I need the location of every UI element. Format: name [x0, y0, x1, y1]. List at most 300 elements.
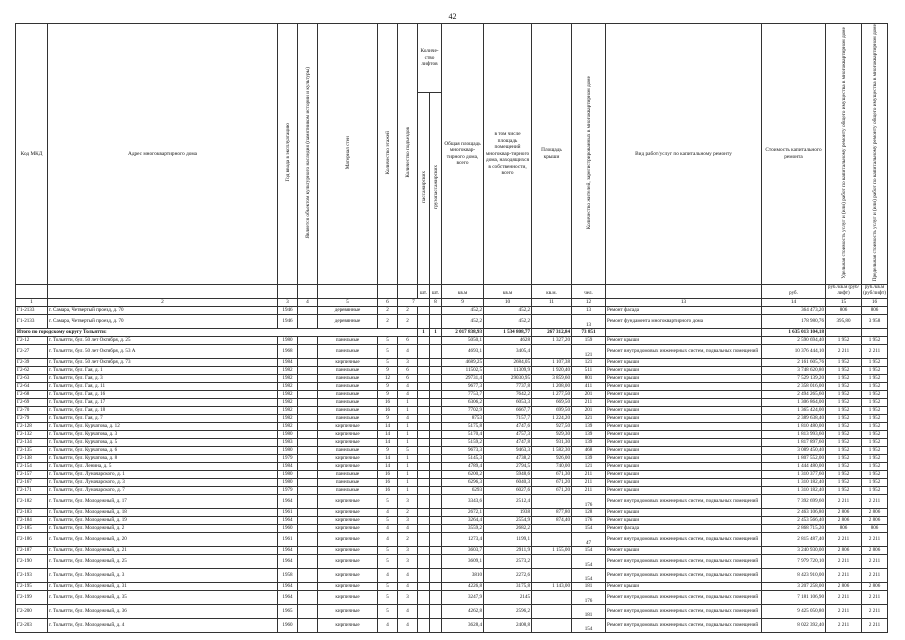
- cell-cost: 1 310 182,40: [762, 478, 826, 486]
- cell-address: г. Тольятти, бул. Курчатова, д. 5: [48, 438, 278, 446]
- table-row: [16, 422, 888, 430]
- cell-lp: [418, 438, 430, 446]
- cell-cost: 1 813 993,60: [762, 430, 826, 438]
- header-unit-cost: Удельная стоимость услуг и (или) работ по капитальному ремонту общего имущества в многоквартирном доме: [826, 24, 862, 285]
- cell-material: кирпичные: [318, 438, 378, 446]
- cell-floors: 4: [378, 532, 398, 546]
- cell-entrances: 5: [398, 446, 418, 454]
- table-row: [16, 590, 888, 604]
- cell-floors: 5: [378, 590, 398, 604]
- cell-max: 1 952: [862, 486, 888, 494]
- cell-lc: [430, 462, 442, 470]
- cell-work: Ремонт фасада: [606, 306, 762, 314]
- cell-lc: [430, 374, 442, 382]
- cell-roof: [532, 524, 572, 532]
- cell-material: панельные: [318, 446, 378, 454]
- cell-entrances: 4: [398, 618, 418, 632]
- cell-floors: 9: [378, 382, 398, 390]
- column-numbers-row: 1 2 3 4 5 6 7 8 9 10 11 12 13 14 15 16: [16, 298, 888, 306]
- cell-address: г. Самара, Четвертый проезд, д. 70: [48, 306, 278, 314]
- cell-owned: 4738,2: [484, 454, 532, 462]
- cell-floors: 5: [378, 582, 398, 590]
- cell-address: г. Тольятти, бул. 50 лет Октября, д. 73: [48, 358, 278, 366]
- cell-res: 139: [572, 422, 606, 430]
- cell-heritage: [298, 590, 318, 604]
- cell-lp: [418, 306, 430, 314]
- cell-max: 1 952: [862, 414, 888, 422]
- cell-lp: [418, 446, 430, 454]
- cell-cost: 1 444 480,00: [762, 462, 826, 470]
- cell-entrances: 2: [398, 314, 418, 328]
- cell-owned: 4747,8: [484, 438, 532, 446]
- cell-lp: [418, 374, 430, 382]
- cell-unit: 1 952: [826, 470, 862, 478]
- unit-pcs: шт.: [418, 284, 430, 298]
- cell-total: 3559,2: [442, 524, 484, 532]
- table-row: [16, 508, 888, 516]
- cell-work: Ремонт крыши: [606, 406, 762, 414]
- cell-address: г. Тольятти, бул. Молодежный, д. 17: [48, 494, 278, 508]
- cell-max: 1 952: [862, 398, 888, 406]
- cell-max: 2 806: [862, 508, 888, 516]
- cell-lc: [430, 414, 442, 422]
- cell-unit: 1 952: [826, 438, 862, 446]
- cell-roof: 1 920,40: [532, 366, 572, 374]
- cell-res: 121: [572, 344, 606, 358]
- cell-cost: 1 810 480,00: [762, 422, 826, 430]
- cell-cost: 8 022 392,40: [762, 618, 826, 632]
- cell-max: 1 952: [862, 422, 888, 430]
- table-row: [16, 406, 888, 414]
- cell-roof: [532, 314, 572, 328]
- cell-entrances: 1: [398, 422, 418, 430]
- cell-year: 1980: [278, 478, 298, 486]
- cell-work: Ремонт крыши: [606, 390, 762, 398]
- table-row: [16, 390, 888, 398]
- cell-material: панельные: [318, 478, 378, 486]
- cell-cost: 2 161 605,76: [762, 358, 826, 366]
- cell-address: г. Тольятти, бул. Луначарского, д. 7: [48, 486, 278, 494]
- cell-entrances: 4: [398, 382, 418, 390]
- cell-roof: [532, 604, 572, 618]
- cell-roof: 929,30: [532, 430, 572, 438]
- cell-work: Ремонт внутридомовых инженерных систем, подвальных помещений: [606, 568, 762, 582]
- header-total-area: Общая площадь многоквар-тирного дома, всего: [442, 24, 484, 285]
- cell-work: Ремонт крыши: [606, 358, 762, 366]
- cell-unit: 1 952: [826, 478, 862, 486]
- cell-lp: [418, 486, 430, 494]
- cell-max: 2 806: [862, 546, 888, 554]
- cell-code: Г2-184: [16, 516, 48, 524]
- cell-owned: 1938: [484, 508, 532, 516]
- cell-code: Г1-2133: [16, 314, 48, 328]
- cell-heritage: [298, 374, 318, 382]
- cell-total: 3603,7: [442, 546, 484, 554]
- cell-code: Г2-190: [16, 554, 48, 568]
- cell-unit: 2 806: [826, 508, 862, 516]
- cell-material: панельные: [318, 390, 378, 398]
- cell-work: Ремонт внутридомовых инженерных систем, подвальных помещений: [606, 618, 762, 632]
- cell-lc: [430, 438, 442, 446]
- cell-roof: 926,00: [532, 454, 572, 462]
- cell-unit: 2 211: [826, 618, 862, 632]
- cell-max: 2 211: [862, 532, 888, 546]
- cell-work: Ремонт внутридомовых инженерных систем, подвальных помещений: [606, 494, 762, 508]
- cell-lc: [430, 554, 442, 568]
- cell-floors: 2: [378, 306, 398, 314]
- cell-floors: 5: [378, 554, 398, 568]
- cell-lc: [430, 390, 442, 398]
- cell-roof: 1 107,38: [532, 358, 572, 366]
- cell-year: 1964: [278, 590, 298, 604]
- cell-entrances: 3: [398, 546, 418, 554]
- cell-cost: 1 807 552,00: [762, 454, 826, 462]
- cell-roof: [532, 554, 572, 568]
- cell-lp: [418, 336, 430, 344]
- cell-work: Ремонт внутридомовых инженерных систем, подвальных помещений: [606, 344, 762, 358]
- cell-total: 3810: [442, 568, 484, 582]
- cell-material: панельные: [318, 486, 378, 494]
- cell-material: кирпичные: [318, 524, 378, 532]
- header-heritage: Является объектом культурного наследия (памятником истории и культуры): [298, 24, 318, 285]
- cell-code: Г2-134: [16, 438, 48, 446]
- cell-heritage: [298, 414, 318, 422]
- cell-material: панельные: [318, 344, 378, 358]
- cell-owned: 29030,95: [484, 374, 532, 382]
- cell-material: кирпичные: [318, 358, 378, 366]
- cell-res: 13: [572, 314, 606, 328]
- cell-heritage: [298, 422, 318, 430]
- cell-year: 1964: [278, 582, 298, 590]
- header-entrances: Количество подъездов: [398, 24, 418, 285]
- cell-max: 2 211: [862, 494, 888, 508]
- cell-heritage: [298, 604, 318, 618]
- cell-max: 1 952: [862, 478, 888, 486]
- cell-cost: 8 423 910,00: [762, 568, 826, 582]
- cell-owned: 452,2: [484, 314, 532, 328]
- cell-owned: 6053,3: [484, 398, 532, 406]
- cell-lc: [430, 508, 442, 516]
- table-row: [16, 454, 888, 462]
- cell-res: 468: [572, 446, 606, 454]
- cell-total: 7753,7: [442, 390, 484, 398]
- table-row: [16, 470, 888, 478]
- cell-roof: 1 327,20: [532, 336, 572, 344]
- cell-year: 1961: [278, 532, 298, 546]
- cell-entrances: 1: [398, 454, 418, 462]
- cell-max: 2 806: [862, 582, 888, 590]
- cell-year: 1960: [278, 618, 298, 632]
- cell-total: 4693,1: [442, 344, 484, 358]
- cell-heritage: [298, 618, 318, 632]
- cell-res: 154: [572, 554, 606, 568]
- cell-floors: 4: [378, 508, 398, 516]
- cell-entrances: 1: [398, 462, 418, 470]
- cell-owned: 2794,5: [484, 462, 532, 470]
- cell-floors: 5: [378, 336, 398, 344]
- cell-total: 6293: [442, 486, 484, 494]
- table-row: [16, 546, 888, 554]
- cell-unit: 1 952: [826, 366, 862, 374]
- cell-year: 1982: [278, 366, 298, 374]
- header-work-type: Вид работ/услуг по капитальному ремонту: [606, 24, 762, 285]
- cell-lp: [418, 590, 430, 604]
- cell-roof: 874,40: [532, 516, 572, 524]
- cell-roof: [532, 618, 572, 632]
- cell-address: г. Тольятти, бул. Гая, д. 17: [48, 398, 278, 406]
- cell-max: 1 952: [862, 446, 888, 454]
- unit-sqm: кв.м: [442, 284, 484, 298]
- cell-roof: 1 143,00: [532, 582, 572, 590]
- cell-material: панельные: [318, 406, 378, 414]
- cell-address: г. Тольятти, бул. Гая, д. 11: [48, 382, 278, 390]
- cell-heritage: [298, 486, 318, 494]
- cell-floors: 16: [378, 478, 398, 486]
- cell-year: 1984: [278, 358, 298, 366]
- cell-res: 211: [572, 486, 606, 494]
- cell-cost: 2 868 715,20: [762, 524, 826, 532]
- cell-code: Г2-132: [16, 430, 48, 438]
- cell-address: г. Тольятти, бул. Луначарского, д. 1: [48, 470, 278, 478]
- cell-heritage: [298, 358, 318, 366]
- cell-floors: 16: [378, 398, 398, 406]
- cell-max: 1 952: [862, 454, 888, 462]
- cell-year: 1964: [278, 546, 298, 554]
- cell-entrances: 2: [398, 508, 418, 516]
- table-row: [16, 462, 888, 470]
- cell-heritage: [298, 336, 318, 344]
- cell-owned: 7737,8: [484, 382, 532, 390]
- table-row: [16, 604, 888, 618]
- cell-unit: 1 952: [826, 382, 862, 390]
- cell-lp: [418, 568, 430, 582]
- cell-entrances: 1: [398, 486, 418, 494]
- cell-entrances: 1: [398, 470, 418, 478]
- cell-material: кирпичные: [318, 582, 378, 590]
- cell-code: Г2-39: [16, 358, 48, 366]
- cell-address: г. Тольятти, бул. Молодежный, д. 19: [48, 516, 278, 524]
- cell-cost: 7 979 720,10: [762, 554, 826, 568]
- cell-lp: [418, 532, 430, 546]
- cell-floors: 5: [378, 344, 398, 358]
- table-row: [16, 568, 888, 582]
- cell-total: 3247,9: [442, 590, 484, 604]
- cell-material: панельные: [318, 382, 378, 390]
- cell-work: Ремонт крыши: [606, 478, 762, 486]
- cell-code: Г2-203: [16, 618, 48, 632]
- cell-total: 2672,1: [442, 508, 484, 516]
- cell-res: 321: [572, 414, 606, 422]
- cell-year: 1958: [278, 568, 298, 582]
- cell-res: 176: [572, 516, 606, 524]
- cell-lp: [418, 494, 430, 508]
- cell-heritage: [298, 382, 318, 390]
- cell-entrances: 3: [398, 516, 418, 524]
- cell-lc: [430, 344, 442, 358]
- cell-address: г. Тольятти, бул. Молодежный, д. 35: [48, 590, 278, 604]
- cell-year: 1982: [278, 398, 298, 406]
- cell-res: 201: [572, 406, 606, 414]
- cell-work: Ремонт крыши: [606, 366, 762, 374]
- table-row: [16, 358, 888, 366]
- cell-code: Г2-187: [16, 546, 48, 554]
- cell-heritage: [298, 508, 318, 516]
- cell-max: 1 952: [862, 470, 888, 478]
- cell-owned: 2911,9: [484, 546, 532, 554]
- cell-work: Ремонт фасада: [606, 524, 762, 532]
- cell-material: панельные: [318, 374, 378, 382]
- table-row: [16, 414, 888, 422]
- cell-year: 1946: [278, 306, 298, 314]
- cell-code: Г2-69: [16, 398, 48, 406]
- cell-lc: [430, 398, 442, 406]
- cell-lc: [430, 604, 442, 618]
- cell-address: г. Тольятти, бул. Молодежный, д. 3: [48, 568, 278, 582]
- cell-lc: [430, 314, 442, 328]
- cell-material: кирпичные: [318, 508, 378, 516]
- cell-address: г. Тольятти, бул. Гая, д. 3: [48, 374, 278, 382]
- cell-heritage: [298, 494, 318, 508]
- cell-heritage: [298, 306, 318, 314]
- cell-owned: 2682,2: [484, 524, 532, 532]
- cell-address: г. Тольятти, бул. Молодежный, д. 20: [48, 532, 278, 546]
- cell-heritage: [298, 446, 318, 454]
- cell-year: 1980: [278, 336, 298, 344]
- cell-floors: 4: [378, 568, 398, 582]
- cell-lp: [418, 516, 430, 524]
- cell-lc: [430, 470, 442, 478]
- cell-lc: [430, 618, 442, 632]
- unit-rub-sqm: руб./кв.м (руб/лифт): [863, 284, 886, 297]
- table-header: [16, 24, 888, 307]
- cell-code: Г2-185: [16, 524, 48, 532]
- cell-cost: 1 306 864,00: [762, 398, 826, 406]
- cell-address: г. Тольятти, бул. Курчатова, д. 3: [48, 430, 278, 438]
- cell-lc: [430, 582, 442, 590]
- header-code: Код МКД: [16, 24, 48, 285]
- cell-owned: 4757,3: [484, 430, 532, 438]
- cell-cost: 1 310 182,40: [762, 486, 826, 494]
- cell-lc: [430, 590, 442, 604]
- cell-work: Ремонт внутридомовых инженерных систем, подвальных помещений: [606, 554, 762, 568]
- cell-year: 1982: [278, 374, 298, 382]
- cell-res: 211: [572, 470, 606, 478]
- cell-total: 4226,8: [442, 582, 484, 590]
- cell-unit: 1 952: [826, 374, 862, 382]
- cell-year: 1980: [278, 446, 298, 454]
- cell-heritage: [298, 438, 318, 446]
- cell-heritage: [298, 524, 318, 532]
- cell-res: 121: [572, 462, 606, 470]
- cell-max: 1 952: [862, 336, 888, 344]
- cell-lp: [418, 314, 430, 328]
- cell-work: Ремонт крыши: [606, 454, 762, 462]
- cell-lc: [430, 568, 442, 582]
- cell-max: 2 211: [862, 568, 888, 582]
- cell-roof: 1 224,20: [532, 414, 572, 422]
- cell-roof: [532, 532, 572, 546]
- cell-lp: [418, 382, 430, 390]
- cell-lp: [418, 406, 430, 414]
- cell-total: 3343,6: [442, 494, 484, 508]
- cell-cost: 2 463 106,80: [762, 508, 826, 516]
- cell-heritage: [298, 554, 318, 568]
- cell-work: Ремонт крыши: [606, 470, 762, 478]
- cell-max: 1 952: [862, 390, 888, 398]
- cell-work: Ремонт внутридомовых инженерных систем, подвальных помещений: [606, 590, 762, 604]
- cell-unit: 1 952: [826, 336, 862, 344]
- cell-unit: 1 952: [826, 398, 862, 406]
- cell-max: 2 211: [862, 344, 888, 358]
- cell-cost: 9 425 050,80: [762, 604, 826, 618]
- cell-total: 5050,1: [442, 336, 484, 344]
- cell-address: г. Тольятти, бул. Ленина, д. 5: [48, 462, 278, 470]
- cell-entrances: 4: [398, 604, 418, 618]
- cell-lc: [430, 430, 442, 438]
- cell-lc: [430, 446, 442, 454]
- cell-unit: 2 211: [826, 604, 862, 618]
- cell-floors: 5: [378, 494, 398, 508]
- cell-code: Г2-200: [16, 604, 48, 618]
- cell-lc: [430, 422, 442, 430]
- cell-entrances: 1: [398, 478, 418, 486]
- cell-res: 139: [572, 454, 606, 462]
- cell-cost: 1 365 424,00: [762, 406, 826, 414]
- cell-code: Г2-128: [16, 422, 48, 430]
- cell-entrances: 1: [398, 430, 418, 438]
- cell-max: 3 958: [862, 314, 888, 328]
- header-cost: Стоимость капитального ремонта: [762, 24, 826, 285]
- cell-cost: 3 089 450,40: [762, 446, 826, 454]
- cell-material: кирпичные: [318, 618, 378, 632]
- cell-work: Ремонт внутридомовых инженерных систем, подвальных помещений: [606, 604, 762, 618]
- cell-res: 176: [572, 590, 606, 604]
- cell-work: Ремонт внутридомовых инженерных систем, подвальных помещений: [606, 532, 762, 546]
- cell-entrances: 1: [398, 398, 418, 406]
- cell-cost: 2 590 694,40: [762, 336, 826, 344]
- cell-work: Ремонт крыши: [606, 382, 762, 390]
- cell-year: 1961: [278, 508, 298, 516]
- cell-max: 1 952: [862, 382, 888, 390]
- cell-res: 159: [572, 336, 606, 344]
- cell-owned: 11309,9: [484, 366, 532, 374]
- cell-unit: 1 952: [826, 414, 862, 422]
- cell-address: г. Тольятти, бул. Луначарского, д. 3: [48, 478, 278, 486]
- cell-year: 1960: [278, 524, 298, 532]
- cell-cost: 2 358 016,00: [762, 382, 826, 390]
- cell-lc: [430, 336, 442, 344]
- cell-material: кирпичные: [318, 568, 378, 582]
- cell-lc: [430, 524, 442, 532]
- cell-res: 121: [572, 358, 606, 366]
- cell-entrances: 3: [398, 590, 418, 604]
- cell-floors: 4: [378, 618, 398, 632]
- unit-sqm: кв.м.: [532, 284, 572, 298]
- cell-cost: 3 240 930,00: [762, 546, 826, 554]
- cell-roof: 1 208,00: [532, 382, 572, 390]
- cell-entrances: 2: [398, 532, 418, 546]
- cell-owned: 9463,3: [484, 446, 532, 454]
- cell-roof: 1 582,30: [532, 446, 572, 454]
- cell-unit: 2 211: [826, 568, 862, 582]
- cell-floors: 14: [378, 430, 398, 438]
- cell-lp: [418, 478, 430, 486]
- cell-code: Г2-138: [16, 454, 48, 462]
- header-floors: Количество этажей: [378, 24, 398, 285]
- cell-lc: [430, 358, 442, 366]
- cell-res: 154: [572, 568, 606, 582]
- cell-entrances: 3: [398, 494, 418, 508]
